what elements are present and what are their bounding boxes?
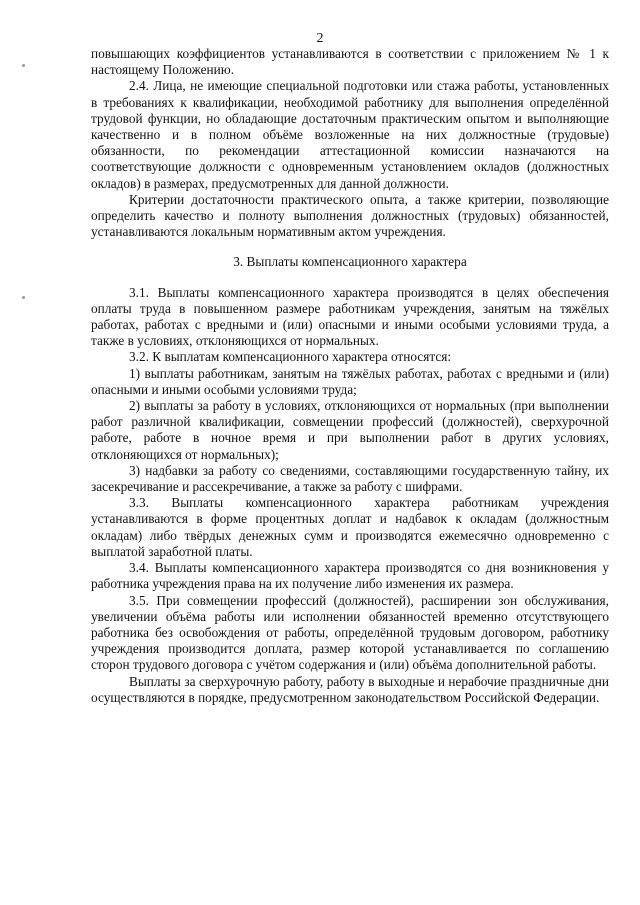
paragraph-3-3: 3.3. Выплаты компенсационного характера работникам учреждения устанавливаются в форме процентных доплат и надбавок к окладам (должностным окладам) либо твёрдых денежных сумм и производятся ежемесячно одновременно с выплатой заработной платы. [91, 495, 609, 559]
list-item-1: 1) выплаты работникам, занятым на тяжёлых работах, работах с вредными и (или) опасными и иными особыми условиями труда; [91, 365, 609, 397]
paragraph-criteria: Критерии достаточности практического опыта, а также критерии, позволяющие определить качество и полноту выполнения должностных (трудовых) обязанностей, устанавливаются локальным нормативным актом учреждения. [91, 191, 609, 240]
scan-speck [22, 64, 25, 67]
document-body [91, 46, 609, 706]
list-item-2: 2) выплаты за работу в условиях, отклоняющихся от нормальных (при выполнении работ различной квалификации, совмещении профессий (должностей), сверхурочной работе, работе в ночное время и при выполнении работ в других условиях, отклоняющихся от нормальных); [91, 398, 609, 462]
paragraph-continuation: повышающих коэффициентов устанавливаются в соответствии с приложением № 1 к настоящему Положению. [91, 46, 609, 78]
paragraph-3-4: 3.4. Выплаты компенсационного характера производятся со дня возникновения у работника учреждения права на их получение либо изменения их размера. [91, 560, 609, 592]
paragraph-3-2: 3.2. К выплатам компенсационного характера относятся: [129, 349, 452, 365]
paragraph-2-4: 2.4. Лица, не имеющие специальной подготовки или стажа работы, установленных в требованиях к квалификации, необходимой работнику для выполнения определённой трудовой функции, но обладающие достаточным практическим опытом и выполняющие качественно и в полном объёме возложенные на них должностные (трудовые) обязанности, по рекомендации аттестационной комиссии назначаются на соответствующие должности с одновременным установлением окладов (должностных окладов) в размерах, предусмотренных для данной должности. [91, 78, 609, 191]
paragraph-3-5: 3.5. При совмещении профессий (должностей), расширении зон обслуживания, увеличении объёма работы или исполнении обязанностей временно отсутствующего работника без освобождения от работы, определённой трудовым договором, работнику учреждения производится доплата, размер которой устанавливается по соглашению сторон трудового договора с учётом содержания и (или) объёма дополнительной работы. [91, 592, 609, 673]
page-number: 2 [316, 31, 324, 46]
paragraph-3-1: 3.1. Выплаты компенсационного характера производятся в целях обеспечения оплаты труда в повышенном размере работникам учреждения, занятым на тяжёлых работах, работах с вредными и (или) опасными и иными особыми условиями труда, а также в условиях, отклоняющихся от нормальных. [91, 284, 609, 349]
scan-speck [22, 296, 25, 299]
paragraph-overtime: Выплаты за сверхурочную работу, работу в выходные и нерабочие праздничные дни осуществляются в порядке, предусмотренном законодательством Российской Федерации. [91, 673, 609, 705]
list-item-3: 3) надбавки за работу со сведениями, составляющими государственную тайну, их засекречивание и рассекречивание, а также за работу с шифрами. [91, 462, 609, 495]
section-heading: 3. Выплаты компенсационного характера [233, 254, 467, 270]
